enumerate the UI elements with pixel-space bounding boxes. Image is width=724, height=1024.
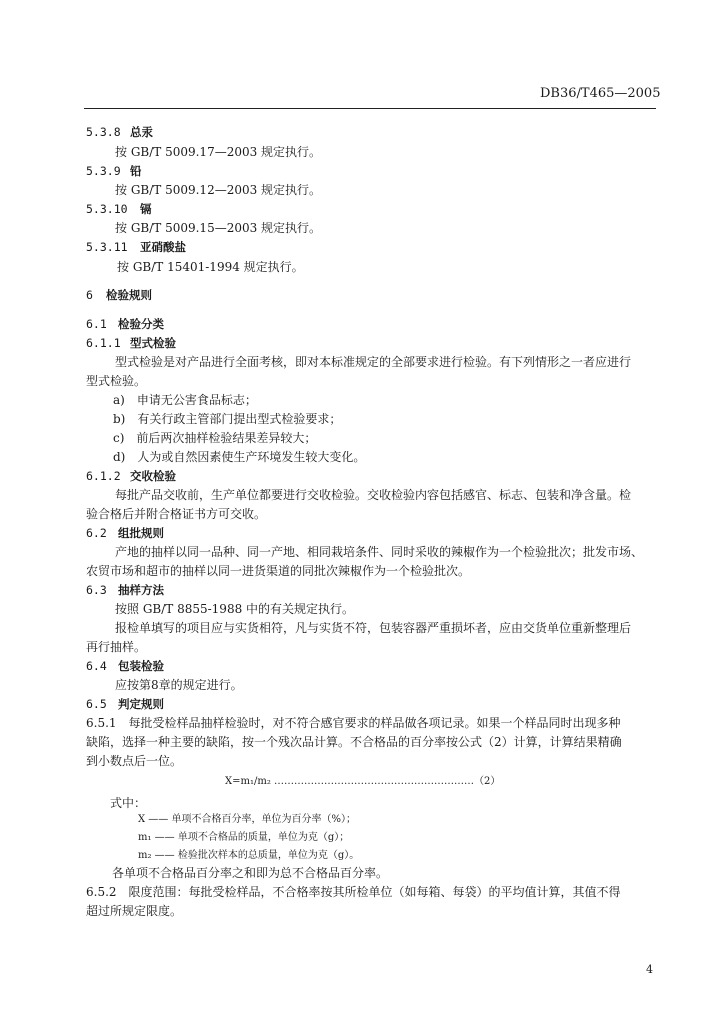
- body-line: 按 GB/T 5009.12—2003 规定执行。: [115, 183, 322, 197]
- list-item: a) 申请无公害食品标志；: [113, 393, 257, 407]
- body-line: 农贸市场和超市的抽样以同一进货渠道的同批次辣椒作为一个检验批次。: [86, 564, 471, 578]
- body-line: 按照 GB/T 8855-1988 中的有关规定执行。: [115, 602, 355, 616]
- list-item: c) 前后两次抽样检验结果差异较大；: [113, 431, 317, 445]
- heading-6-3: 6.3 抽样方法: [86, 583, 164, 597]
- body-line: 产地的抽样以同一品种、同一产地、相同栽培条件、同时采收的辣椒作为一个检验批次；批发市场、: [115, 545, 644, 559]
- heading-6-1-2: 6.1.2 交收检验: [86, 469, 176, 483]
- heading-6-4: 6.4 包装检验: [86, 659, 164, 673]
- page-number: 4: [646, 963, 653, 976]
- formula-variable-m2: m₂ —— 检验批次样本的总质量，单位为克（g）。: [138, 850, 360, 861]
- body-line: 报检单填写的项目应与实货相符，凡与实货不符，包装容器严重损坏者，应由交货单位重新整理后: [115, 621, 632, 635]
- body-line: 每批产品交收前，生产单位都要进行交收检验。交收检验内容包括感官、标志、包装和净含量。检: [115, 488, 632, 502]
- body-line: 超过所规定限度。: [86, 904, 183, 918]
- body-line: 按 GB/T 15401-1994 规定执行。: [117, 260, 304, 274]
- body-line: 各单项不合格品百分率之和即为总不合格品百分率。: [112, 866, 389, 880]
- heading-6: 6 检验规则: [86, 288, 152, 302]
- body-line: 6.5.1 每批受检样品抽样检验时，对不符合感官要求的样品做各项记录。如果一个样品同时出现多种: [86, 716, 621, 730]
- body-line: 型式检验是对产品进行全面考核，即对本标准规定的全部要求进行检验。有下列情形之一者应进行: [115, 355, 632, 369]
- heading-5-3-10: 5.3.10 镉: [86, 202, 152, 216]
- document-code: DB36/T465—2005: [540, 86, 661, 101]
- body-line: 6.5.2 限度范围：每批受检样品，不合格率按其所检单位（如每箱、每袋）的平均值计算，其值不得: [86, 885, 621, 899]
- formula-variable-x: X —— 单项不合格百分率，单位为百分率（%）；: [138, 814, 356, 825]
- heading-6-1: 6.1 检验分类: [86, 317, 164, 331]
- body-line: 型式检验。: [86, 374, 147, 388]
- heading-5-3-11: 5.3.11 亚硝酸盐: [86, 240, 186, 254]
- formula-line: X=m₁/m₂ ……………………………………………………（2）: [225, 776, 501, 787]
- heading-6-1-1: 6.1.1 型式检验: [86, 336, 176, 350]
- heading-6-5: 6.5 判定规则: [86, 697, 164, 711]
- header-rule: [84, 108, 656, 109]
- body-line: 按 GB/T 5009.15—2003 规定执行。: [115, 221, 322, 235]
- body-line: 到小数点后一位。: [86, 754, 183, 768]
- heading-5-3-8: 5.3.8 总汞: [86, 125, 153, 139]
- list-item: d) 人为或自然因素使生产环境发生较大变化。: [113, 450, 366, 464]
- body-line: 应按第8章的规定进行。: [115, 678, 243, 692]
- body-line: 再行抽样。: [86, 640, 147, 654]
- heading-6-2: 6.2 组批规则: [86, 526, 164, 540]
- list-item: b) 有关行政主管部门提出型式检验要求；: [113, 412, 342, 426]
- heading-5-3-9: 5.3.9 铅: [86, 164, 142, 178]
- formula-variable-m1: m₁ —— 单项不合格品的质量，单位为克（g）；: [138, 832, 350, 843]
- body-line: 按 GB/T 5009.17—2003 规定执行。: [115, 145, 322, 159]
- body-line: 缺陷，选择一种主要的缺陷，按一个残次品计算。不合格品的百分率按公式（2）计算，计算结果精确: [86, 735, 622, 749]
- body-line: 验合格后并附合格证书方可交收。: [86, 507, 267, 521]
- formula-where-label: 式中：: [110, 796, 147, 810]
